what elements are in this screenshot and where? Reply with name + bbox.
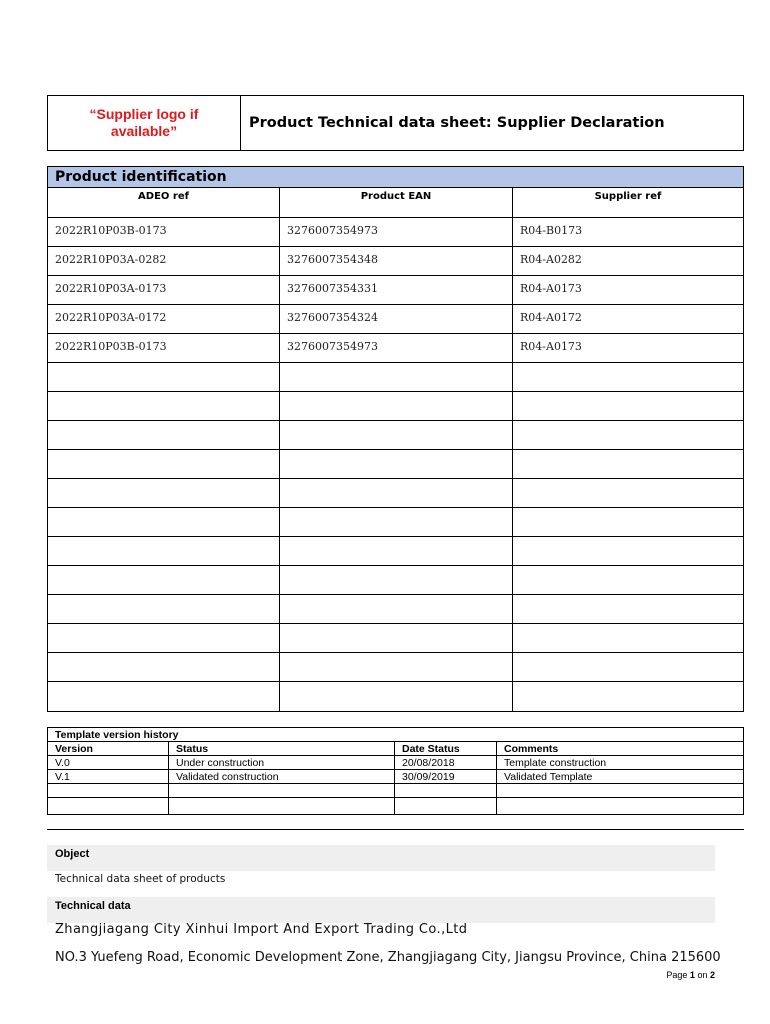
version-cell bbox=[48, 798, 169, 814]
table-row bbox=[48, 334, 743, 363]
product-identification-header-row bbox=[48, 188, 743, 218]
product-ean-cell: 3276007354973 bbox=[280, 334, 513, 362]
adeo-ref-cell bbox=[48, 537, 280, 565]
table-row bbox=[48, 508, 743, 537]
column-header-status: Status bbox=[169, 742, 395, 755]
adeo-ref-cell bbox=[48, 624, 280, 652]
table-row bbox=[48, 624, 743, 653]
date-status-cell: 20/08/2018 bbox=[395, 756, 497, 769]
table-row bbox=[48, 566, 743, 595]
product-ean-cell bbox=[280, 595, 513, 623]
table-row bbox=[48, 392, 743, 421]
table-row bbox=[48, 756, 743, 770]
table-row bbox=[48, 218, 743, 247]
table-row bbox=[48, 798, 743, 814]
date-status-cell bbox=[395, 798, 497, 814]
status-cell bbox=[169, 798, 395, 814]
product-ean-cell bbox=[280, 421, 513, 449]
product-ean-cell bbox=[280, 566, 513, 594]
adeo-ref-cell bbox=[48, 508, 280, 536]
table-row bbox=[48, 770, 743, 784]
supplier-ref-cell: R04-A0282 bbox=[520, 253, 582, 266]
supplier-ref-cell: R04-B0173 bbox=[520, 224, 583, 237]
template-version-history-table bbox=[47, 727, 744, 815]
column-header-date-status: Date Status bbox=[395, 742, 497, 755]
column-header-supplier-ref: Supplier ref bbox=[594, 191, 662, 202]
supplier-logo-placeholder: “Supplier logo if available” bbox=[48, 96, 241, 150]
supplier-ref-cell bbox=[513, 624, 743, 652]
adeo-ref-cell: 2022R10P03B-0173 bbox=[48, 218, 280, 246]
product-ean-cell bbox=[280, 508, 513, 536]
table-row bbox=[48, 450, 743, 479]
supplier-ref-cell bbox=[513, 450, 743, 478]
product-ean-cell: 3276007354324 bbox=[280, 305, 513, 333]
adeo-ref-cell bbox=[48, 595, 280, 623]
product-identification-title: Product identification bbox=[48, 167, 743, 188]
product-ean-cell bbox=[280, 682, 513, 711]
adeo-ref-cell bbox=[48, 421, 280, 449]
version-history-header-row bbox=[48, 742, 743, 756]
object-section-label: Object bbox=[47, 845, 715, 871]
product-ean-cell: 3276007354973 bbox=[280, 218, 513, 246]
supplier-ref-cell: R04-A0172 bbox=[520, 311, 582, 324]
column-header-version: Version bbox=[48, 742, 169, 755]
adeo-ref-cell bbox=[48, 450, 280, 478]
adeo-ref-cell bbox=[48, 392, 280, 420]
supplier-ref-cell bbox=[513, 392, 743, 420]
table-row bbox=[48, 276, 743, 305]
company-address: NO.3 Yuefeng Road, Economic Development Zone, Zhangjiagang City, Jiangsu Province, China 215600 bbox=[55, 950, 721, 965]
table-row bbox=[48, 595, 743, 624]
adeo-ref-cell: 2022R10P03A-0282 bbox=[48, 247, 280, 275]
date-status-cell bbox=[395, 784, 497, 797]
product-ean-cell bbox=[280, 537, 513, 565]
adeo-ref-cell: 2022R10P03A-0172 bbox=[48, 305, 280, 333]
page-current: 1 bbox=[689, 970, 695, 980]
comments-cell: Template construction bbox=[504, 757, 607, 769]
comments-cell bbox=[497, 784, 743, 797]
adeo-ref-cell bbox=[48, 363, 280, 391]
page-prefix: Page bbox=[666, 970, 688, 980]
table-row bbox=[48, 421, 743, 450]
table-row bbox=[48, 363, 743, 392]
company-name: Zhangjiagang City Xinhui Import And Export Trading Co.,Ltd bbox=[55, 922, 468, 937]
table-row bbox=[48, 479, 743, 508]
version-cell: V.1 bbox=[48, 770, 169, 783]
document-header bbox=[47, 95, 744, 151]
template-version-history-title: Template version history bbox=[48, 728, 743, 742]
adeo-ref-cell: 2022R10P03B-0173 bbox=[48, 334, 280, 362]
product-ean-cell bbox=[280, 624, 513, 652]
version-cell bbox=[48, 784, 169, 797]
supplier-ref-cell bbox=[513, 682, 743, 711]
adeo-ref-cell bbox=[48, 566, 280, 594]
column-header-adeo-ref: ADEO ref bbox=[48, 188, 280, 217]
status-cell bbox=[169, 784, 395, 797]
column-header-comments: Comments bbox=[504, 743, 559, 755]
comments-cell bbox=[497, 798, 743, 814]
product-ean-cell: 3276007354331 bbox=[280, 276, 513, 304]
table-row bbox=[48, 305, 743, 334]
supplier-ref-cell bbox=[513, 537, 743, 565]
document-title: Product Technical data sheet: Supplier Declaration bbox=[249, 115, 665, 131]
adeo-ref-cell bbox=[48, 682, 280, 711]
supplier-ref-cell bbox=[513, 595, 743, 623]
table-row bbox=[48, 784, 743, 798]
supplier-ref-cell bbox=[513, 363, 743, 391]
version-cell: V.0 bbox=[48, 756, 169, 769]
column-header-product-ean: Product EAN bbox=[280, 188, 513, 217]
status-cell: Under construction bbox=[169, 756, 395, 769]
object-text: Technical data sheet of products bbox=[55, 873, 226, 885]
supplier-ref-cell bbox=[513, 479, 743, 507]
section-divider bbox=[47, 829, 744, 830]
product-ean-cell bbox=[280, 479, 513, 507]
table-row bbox=[48, 247, 743, 276]
product-ean-cell bbox=[280, 653, 513, 681]
table-row bbox=[48, 653, 743, 682]
supplier-ref-cell bbox=[513, 421, 743, 449]
product-ean-cell bbox=[280, 450, 513, 478]
adeo-ref-cell bbox=[48, 479, 280, 507]
supplier-ref-cell: R04-A0173 bbox=[520, 282, 582, 295]
supplier-ref-cell bbox=[513, 508, 743, 536]
product-ean-cell: 3276007354348 bbox=[280, 247, 513, 275]
status-cell: Validated construction bbox=[169, 770, 395, 783]
page-separator: on bbox=[697, 970, 708, 980]
adeo-ref-cell: 2022R10P03A-0173 bbox=[48, 276, 280, 304]
adeo-ref-cell bbox=[48, 653, 280, 681]
page-number bbox=[666, 970, 715, 980]
product-ean-cell bbox=[280, 363, 513, 391]
comments-cell: Validated Template bbox=[504, 771, 593, 783]
technical-data-section-label: Technical data bbox=[47, 897, 715, 923]
product-identification-table bbox=[47, 166, 744, 712]
supplier-ref-cell bbox=[513, 566, 743, 594]
product-ean-cell bbox=[280, 392, 513, 420]
supplier-ref-cell bbox=[513, 653, 743, 681]
table-row bbox=[48, 682, 743, 711]
page-total: 2 bbox=[709, 970, 715, 980]
table-row bbox=[48, 537, 743, 566]
date-status-cell: 30/09/2019 bbox=[395, 770, 497, 783]
supplier-ref-cell: R04-A0173 bbox=[520, 340, 582, 353]
